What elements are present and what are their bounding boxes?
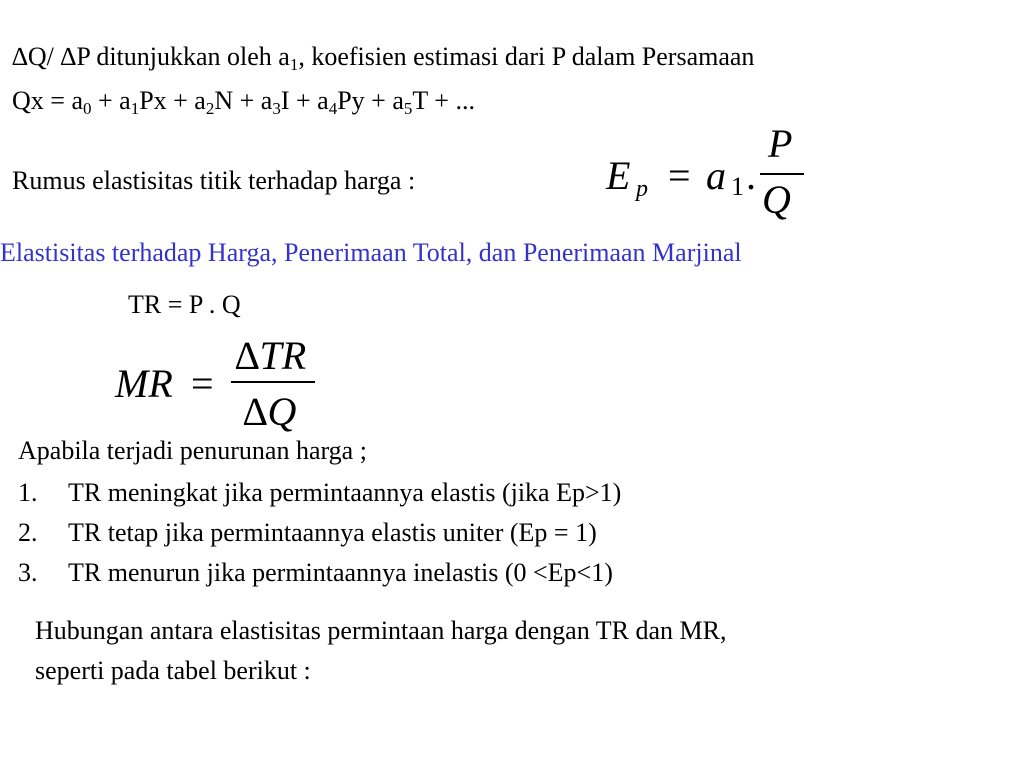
fraction-bar — [760, 173, 804, 175]
mr-den-text: Q — [267, 389, 297, 434]
eq-part: I + a — [280, 86, 329, 115]
subscript-1: 1 — [289, 55, 299, 74]
list-item: TR meningkat jika permintaannya elastis (jika Ep>1) — [68, 478, 622, 507]
mr-denominator — [243, 388, 296, 435]
formula-equals: = — [668, 153, 691, 198]
eq-part: + a — [91, 86, 131, 115]
list-number: 1. — [18, 478, 38, 507]
delta-ratio: ∆Q/ ∆P — [12, 42, 90, 71]
eq-part: Px + a — [139, 86, 206, 115]
closing-line-2: seperti pada tabel berikut : — [35, 656, 311, 685]
definition-line-1 — [12, 42, 754, 72]
mr-formula — [115, 330, 335, 440]
formula-denominator: Q — [762, 177, 791, 222]
elasticity-formula — [600, 121, 820, 228]
definition-text-a: ditunjukkan oleh a — [89, 42, 290, 71]
formula-numerator: P — [768, 121, 793, 166]
list-intro: Apabila terjadi penurunan harga ; — [18, 436, 367, 465]
list-item: TR tetap jika permintaannya elastis uniter (Ep = 1) — [68, 518, 597, 547]
eq-part: T + ... — [412, 86, 475, 115]
delta-symbol: ∆ — [243, 389, 268, 434]
eq-sub: 4 — [328, 99, 338, 118]
mr-num-text: TR — [259, 333, 307, 378]
mr-lhs: MR — [115, 361, 173, 406]
delta-symbol: ∆ — [235, 333, 260, 378]
closing-line-1: Hubungan antara elastisitas permintaan harga dengan TR dan MR, — [35, 616, 727, 645]
formula-sub-1: 1 — [731, 172, 744, 201]
elasticity-label: Rumus elastisitas titik terhadap harga : — [12, 166, 416, 195]
tr-formula: TR = P . Q — [128, 290, 241, 319]
eq-sub: 2 — [205, 99, 215, 118]
eq-part: Py + a — [337, 86, 404, 115]
eq-sub: 0 — [82, 99, 92, 118]
mr-equals: = — [191, 361, 214, 406]
mr-fraction-bar — [231, 381, 315, 383]
list-item: TR menurun jika permintaannya inelastis (0 <Ep<1) — [68, 558, 613, 587]
eq-part: Qx = a — [12, 86, 83, 115]
list-number: 2. — [18, 518, 38, 547]
eq-sub: 3 — [272, 99, 281, 118]
list-number: 3. — [18, 558, 38, 587]
formula-e: E — [606, 153, 631, 198]
formula-dot: . — [746, 153, 756, 198]
eq-part: N + a — [214, 86, 273, 115]
formula-a: a — [706, 153, 726, 198]
eq-sub: 1 — [130, 99, 140, 118]
section-heading: Elastisitas terhadap Harga, Penerimaan Total, dan Penerimaan Marjinal — [0, 238, 742, 267]
formula-sub-p: p — [636, 176, 648, 202]
eq-sub: 5 — [403, 99, 413, 118]
definition-text-b: , koefisien estimasi dari P dalam Persamaan — [298, 42, 755, 71]
mr-numerator — [235, 332, 306, 379]
demand-equation — [12, 86, 475, 116]
